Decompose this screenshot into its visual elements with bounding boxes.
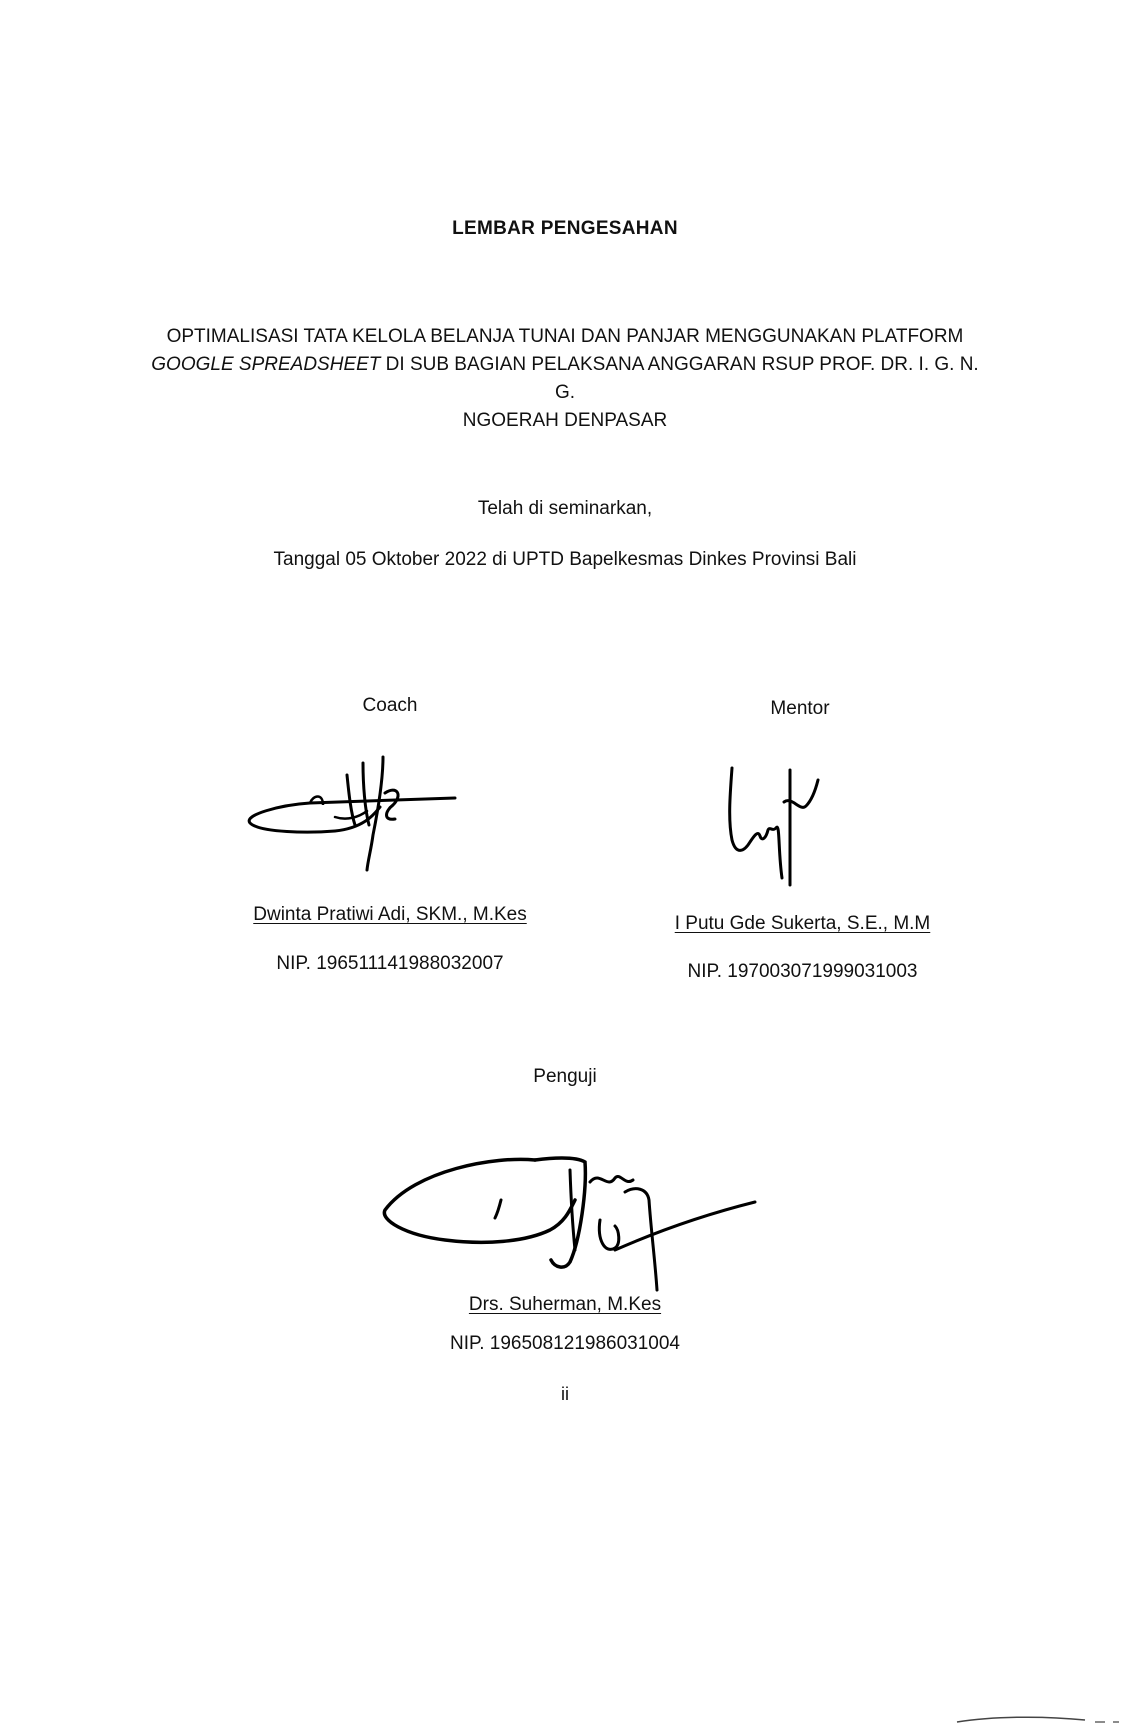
subject-platform-name: GOOGLE SPREADSHEET [151, 354, 381, 375]
penguji-name: Drs. Suherman, M.Kes [468, 1294, 662, 1315]
page-number: ii [561, 1384, 569, 1404]
seminar-date-location: Tanggal 05 Oktober 2022 di UPTD Bapelkesmas Dinkes Provinsi Bali [273, 549, 857, 570]
coach-name: Dwinta Pratiwi Adi, SKM., M.Kes [253, 904, 527, 925]
coach-nip: NIP. 196511141988032007 [276, 953, 504, 974]
subject-line-2 [140, 351, 990, 407]
mentor-role-label: Mentor [770, 698, 830, 719]
mentor-signature [720, 760, 860, 890]
document-subject [140, 323, 990, 435]
coach-signature [235, 755, 465, 880]
subject-line-1: OPTIMALISASI TATA KELOLA BELANJA TUNAI DAN PANJAR MENGGUNAKAN PLATFORM [166, 326, 964, 347]
mentor-nip: NIP. 197003071999031003 [687, 961, 918, 982]
subject-line-3: NGOERAH DENPASAR [462, 410, 668, 431]
subject-line-2-rest: DI SUB BAGIAN PELAKSANA ANGGARAN RSUP PROF. DR. I. G. N. G. [380, 354, 979, 403]
mentor-name: I Putu Gde Sukerta, S.E., M.M [674, 913, 931, 934]
document-title: LEMBAR PENGESAHAN [452, 218, 678, 239]
scan-edge-mark [955, 1710, 1130, 1727]
coach-role-label: Coach [362, 695, 418, 716]
penguji-signature [375, 1150, 770, 1295]
penguji-role-label: Penguji [533, 1066, 597, 1087]
penguji-nip: NIP. 196508121986031004 [450, 1333, 680, 1354]
seminar-statement: Telah di seminarkan, [477, 498, 653, 519]
